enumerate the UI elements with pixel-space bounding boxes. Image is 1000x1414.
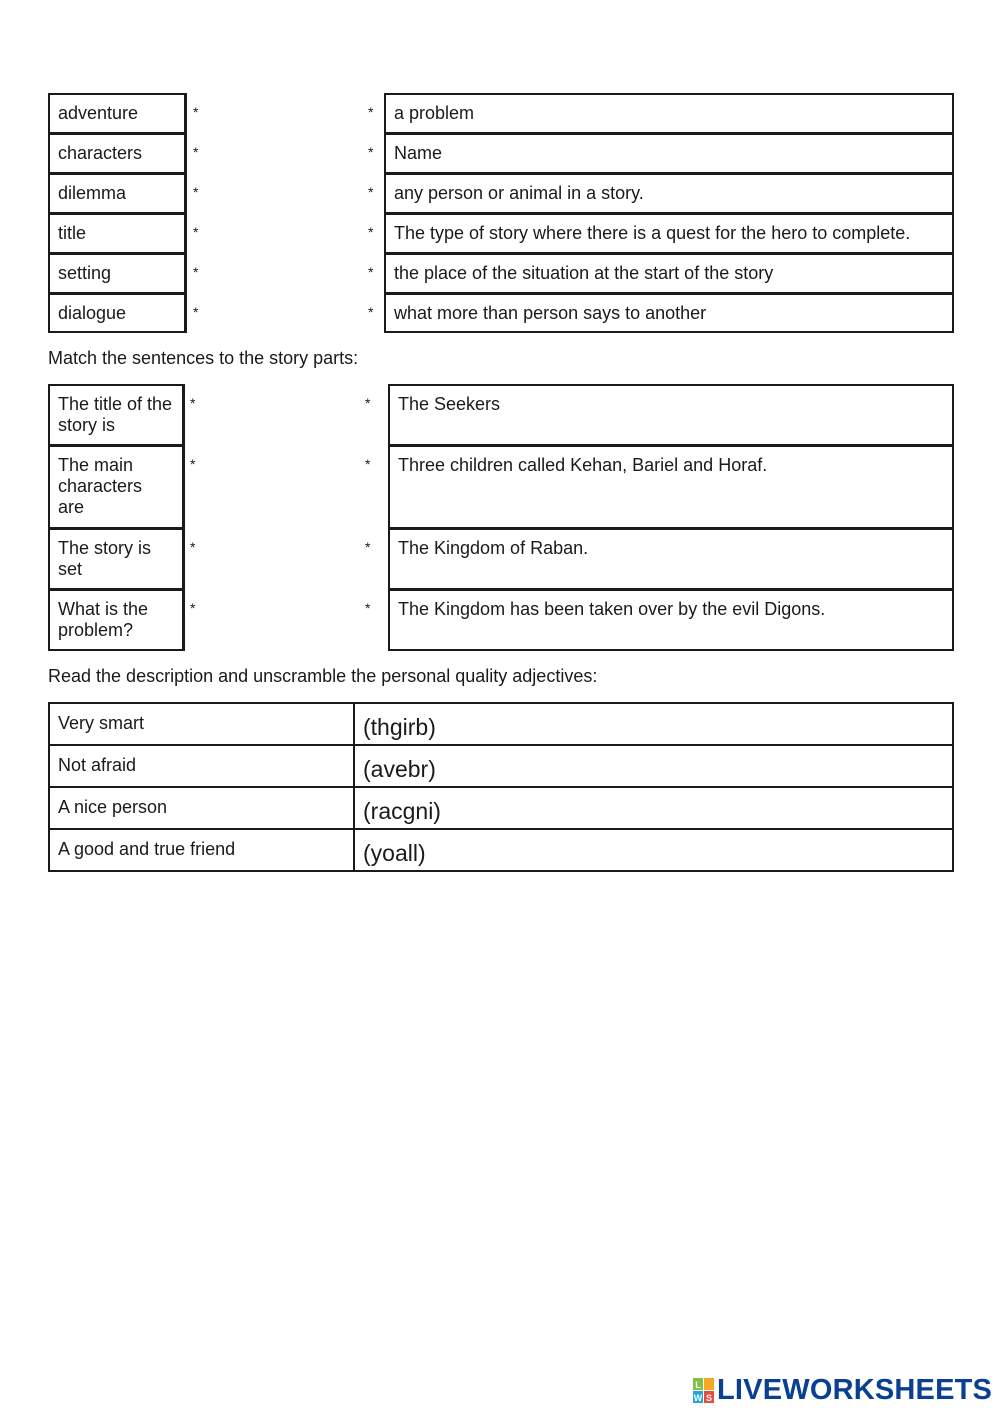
match-dot-right[interactable]: * [365,395,371,411]
story-prompt-label: The main characters are [58,455,143,517]
match-dot-right[interactable]: * [368,264,374,280]
match-dot-left[interactable]: * [193,224,199,240]
match-dot-left[interactable]: * [190,600,196,616]
match-dot-right[interactable]: * [365,539,371,555]
match-dot-right[interactable]: * [368,104,374,120]
adjective-description: Very smart [49,703,354,745]
match-dot-right[interactable]: * [368,144,374,160]
scrambled-answer-field[interactable]: (avebr) [354,745,953,787]
term-box[interactable] [48,293,187,333]
match-dot-right[interactable]: * [368,224,374,240]
scrambled-answer-field[interactable]: (yoall) [354,829,953,871]
term-box[interactable] [48,133,187,174]
table-row [49,745,953,787]
term-label: setting [58,263,112,283]
term-box[interactable] [48,173,187,214]
scrambled-answer-field[interactable]: (racgni) [354,787,953,829]
story-answer-box[interactable] [388,589,954,651]
term-label: dialogue [58,303,127,323]
match-dot-right[interactable]: * [368,184,374,200]
term-label: title [58,223,87,243]
match-dot-left[interactable]: * [193,264,199,280]
story-prompt-label: What is the problem? [58,599,149,640]
match-dot-left[interactable]: * [190,395,196,411]
story-answer-box[interactable] [388,528,954,590]
term-box[interactable] [48,213,187,254]
term-label: adventure [58,103,139,123]
adjectives-table [48,702,954,872]
table-row [49,829,953,871]
definition-label: Name [394,143,443,163]
definition-label: any person or animal in a story. [394,183,644,203]
scrambled-answer-field[interactable]: (thgirb) [354,703,953,745]
adjective-description: Not afraid [49,745,354,787]
story-prompt-box[interactable] [48,589,185,651]
story-parts-instruction: Match the sentences to the story parts: [48,348,359,368]
adjectives-instruction: Read the description and unscramble the personal quality adjectives: [48,666,598,686]
definition-label: The type of story where there is a quest for the hero to complete. [394,223,911,243]
definition-box[interactable] [384,293,954,333]
definition-box[interactable] [384,253,954,294]
story-answer-label: The Seekers [398,394,501,414]
match-dot-left[interactable]: * [193,144,199,160]
story-answer-label: The Kingdom has been taken over by the evil Digons. [398,599,826,619]
match-dot-left[interactable]: * [190,456,196,472]
match-dot-left[interactable]: * [190,539,196,555]
logo-letter: W [693,1393,703,1403]
story-prompt-box[interactable] [48,384,185,446]
match-dot-right[interactable]: * [365,600,371,616]
match-dot-left[interactable]: * [193,184,199,200]
match-dot-left[interactable]: * [193,304,199,320]
term-label: dilemma [58,183,127,203]
story-answer-box[interactable] [388,384,954,446]
term-box[interactable] [48,253,187,294]
story-prompt-box[interactable] [48,528,185,590]
story-answer-box[interactable] [388,445,954,529]
match-dot-right[interactable]: * [368,304,374,320]
adjective-description: A good and true friend [49,829,354,871]
definition-box[interactable] [384,133,954,174]
definition-label: what more than person says to another [394,303,707,323]
story-answer-label: Three children called Kehan, Bariel and Horaf. [398,455,768,475]
story-prompt-box[interactable] [48,445,185,529]
liveworksheets-brand [693,1373,993,1407]
definition-label: a problem [394,103,475,123]
liveworksheets-logo-icon [693,1378,715,1404]
table-row [49,703,953,745]
table-row [49,787,953,829]
adjective-description: A nice person [49,787,354,829]
brand-wordmark: LIVEWORKSHEETS [717,1374,993,1406]
definition-box[interactable] [384,173,954,214]
story-prompt-label: The story is set [58,538,152,579]
match-dot-left[interactable]: * [193,104,199,120]
term-box[interactable] [48,93,187,134]
story-prompt-label: The title of the story is [58,394,173,435]
definition-box[interactable] [384,93,954,134]
definition-box[interactable] [384,213,954,254]
match-dot-right[interactable]: * [365,456,371,472]
definition-label: the place of the situation at the start of the story [394,263,774,283]
story-answer-label: The Kingdom of Raban. [398,538,589,558]
term-label: characters [58,143,143,163]
logo-letter: S [705,1393,713,1403]
logo-letter: L [695,1380,701,1390]
